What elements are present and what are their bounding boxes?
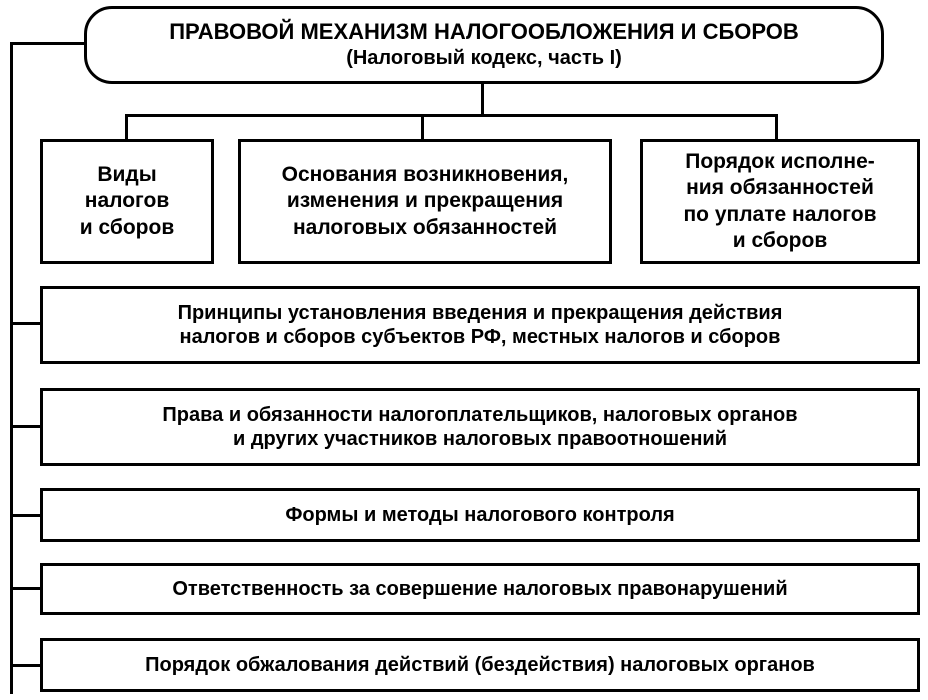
- box-text-line: и сборов: [79, 215, 175, 239]
- title-subtitle: (Налоговый кодекс, часть I): [346, 47, 622, 70]
- row-appeal: [40, 638, 920, 692]
- box-text-line: налогов: [84, 189, 170, 213]
- spine-to-row-4: [10, 587, 42, 590]
- box-text-line: ния обязанностей: [686, 176, 874, 200]
- row-text-line: Формы и методы налогового контроля: [285, 503, 675, 526]
- row-liability: [40, 563, 920, 615]
- box-obligation-grounds: [238, 139, 612, 264]
- row-text-line: и других участников налоговых правоотношений: [232, 428, 728, 450]
- title-box: [84, 6, 884, 84]
- row-text-line: налогов и сборов субъектов РФ, местных налогов и сборов: [179, 326, 781, 348]
- spine-to-row-3: [10, 514, 42, 517]
- row-text-line: Права и обязанности налогоплательщиков, налоговых органов: [162, 403, 798, 426]
- box-text-line: Основания возникновения,: [281, 163, 569, 187]
- branch-drop-1: [125, 114, 128, 141]
- left-spine-top-connector: [10, 42, 86, 45]
- branch-horizontal-line: [125, 114, 778, 117]
- box-text-line: изменения и прекращения: [286, 189, 564, 213]
- box-text-line: налоговых обязанностей: [293, 215, 557, 239]
- branch-drop-2: [421, 114, 424, 141]
- title-main: ПРАВОВОЙ МЕХАНИЗМ НАЛОГООБЛОЖЕНИЯ И СБОРОВ: [169, 19, 799, 45]
- spine-to-row-2: [10, 425, 42, 428]
- title-drop-line: [481, 83, 484, 117]
- box-tax-types: [40, 139, 214, 264]
- box-text-line: Порядок исполне-: [685, 150, 875, 173]
- row-rights-duties: [40, 388, 920, 466]
- box-obligation-fulfillment: [640, 139, 920, 264]
- spine-to-row-5: [10, 664, 42, 667]
- row-text-line: Порядок обжалования действий (бездействия) налоговых органов: [145, 653, 815, 676]
- row-text-line: Ответственность за совершение налоговых правонарушений: [172, 577, 788, 600]
- row-tax-control: [40, 488, 920, 542]
- box-text-line: Виды: [97, 163, 157, 187]
- spine-to-row-1: [10, 322, 42, 325]
- branch-drop-3: [775, 114, 778, 141]
- row-principles: [40, 286, 920, 364]
- box-text-line: и сборов: [732, 228, 828, 252]
- left-spine: [10, 42, 13, 694]
- row-text-line: Принципы установления введения и прекращения действия: [177, 301, 783, 324]
- box-text-line: по уплате налогов: [683, 202, 877, 226]
